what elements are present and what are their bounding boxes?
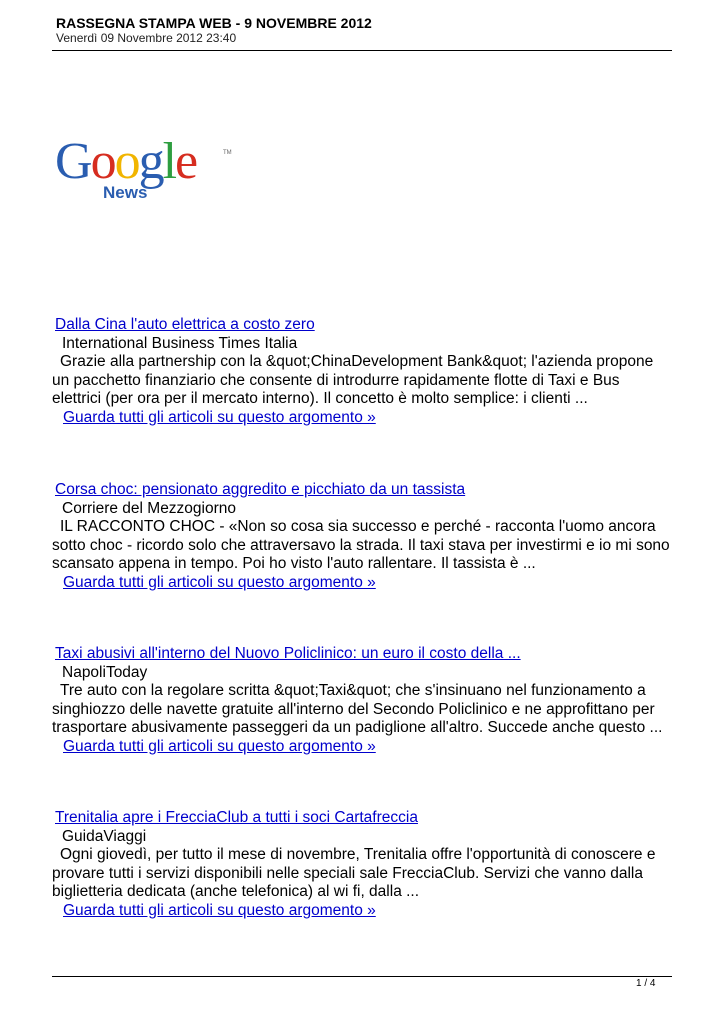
article-title-link[interactable]: Corsa choc: pensionato aggredito e picchiato da un tassista: [55, 481, 466, 498]
article-source: Corriere del Mezzogiorno: [62, 499, 237, 517]
article-title-link[interactable]: Trenitalia apre i FrecciaClub a tutti i soci Cartafreccia: [55, 809, 418, 826]
article-snippet: Tre auto con la regolare scritta &quot;Taxi&quot; che s'insinuano nel funzionamento a singhiozzo delle navette gratuite all'interno del Secondo Policlinico e ne approfittano per trasportare abusivamente passeggeri da un padiglione all'altro. Succede anche questo ...: [52, 682, 663, 736]
svg-text:Google: Google: [55, 133, 197, 190]
page-header: [56, 15, 671, 45]
header-divider: [52, 50, 672, 51]
article-title-link[interactable]: Taxi abusivi all'interno del Nuovo Policlinico: un euro il costo della ...: [55, 645, 521, 662]
article-source: GuidaViaggi: [62, 827, 147, 845]
document-date: Venerdì 09 Novembre 2012 23:40: [56, 31, 237, 45]
article-title-link[interactable]: Dalla Cina l'auto elettrica a costo zero: [55, 316, 315, 333]
more-articles-link[interactable]: Guarda tutti gli articoli su questo argomento »: [63, 408, 376, 426]
more-articles-link[interactable]: Guarda tutti gli articoli su questo argomento »: [63, 737, 376, 755]
page-number: 1 / 4: [636, 978, 656, 989]
more-articles-link[interactable]: Guarda tutti gli articoli su questo argomento »: [63, 901, 376, 919]
article-item: [52, 481, 672, 592]
svg-text:News: News: [103, 183, 148, 202]
google-news-logo: [55, 132, 235, 202]
footer-divider: [52, 976, 672, 977]
article-snippet: Ogni giovedì, per tutto il mese di novembre, Trenitalia offre l'opportunità di conoscere e provare tutti i servizi disponibili nelle speciali sale FrecciaClub. Servizi che vanno dalla biglietteria dedicata (anche telefonica) al wi fi, dalla ...: [52, 846, 656, 900]
article-item: [52, 645, 672, 756]
document-title: RASSEGNA STAMPA WEB - 9 NOVEMBRE 2012: [56, 15, 372, 31]
article-item: [52, 316, 672, 427]
article-snippet: Grazie alla partnership con la &quot;ChinaDevelopment Bank&quot; l'azienda propone un pacchetto finanziario che consente di introdurre rapidamente flotte di Taxi e Bus elettrici (per ora per il mercato interno). Il concetto è molto semplice: i clienti ...: [52, 353, 654, 407]
article-snippet: IL RACCONTO CHOC - «Non so cosa sia successo e perché - racconta l'uomo ancora sotto choc - ricordo solo che attraversavo la strada. Il taxi stava per investirmi e io mi sono scansato appena in tempo. Poi ho visto l'auto rallentare. Il tassista è ...: [52, 518, 670, 572]
more-articles-link[interactable]: Guarda tutti gli articoli su questo argomento »: [63, 573, 376, 591]
article-source: NapoliToday: [62, 663, 148, 681]
google-news-logo-graphic: [55, 132, 235, 202]
svg-text:TM: TM: [223, 150, 232, 156]
article-source: International Business Times Italia: [62, 334, 298, 352]
article-item: [52, 809, 672, 920]
